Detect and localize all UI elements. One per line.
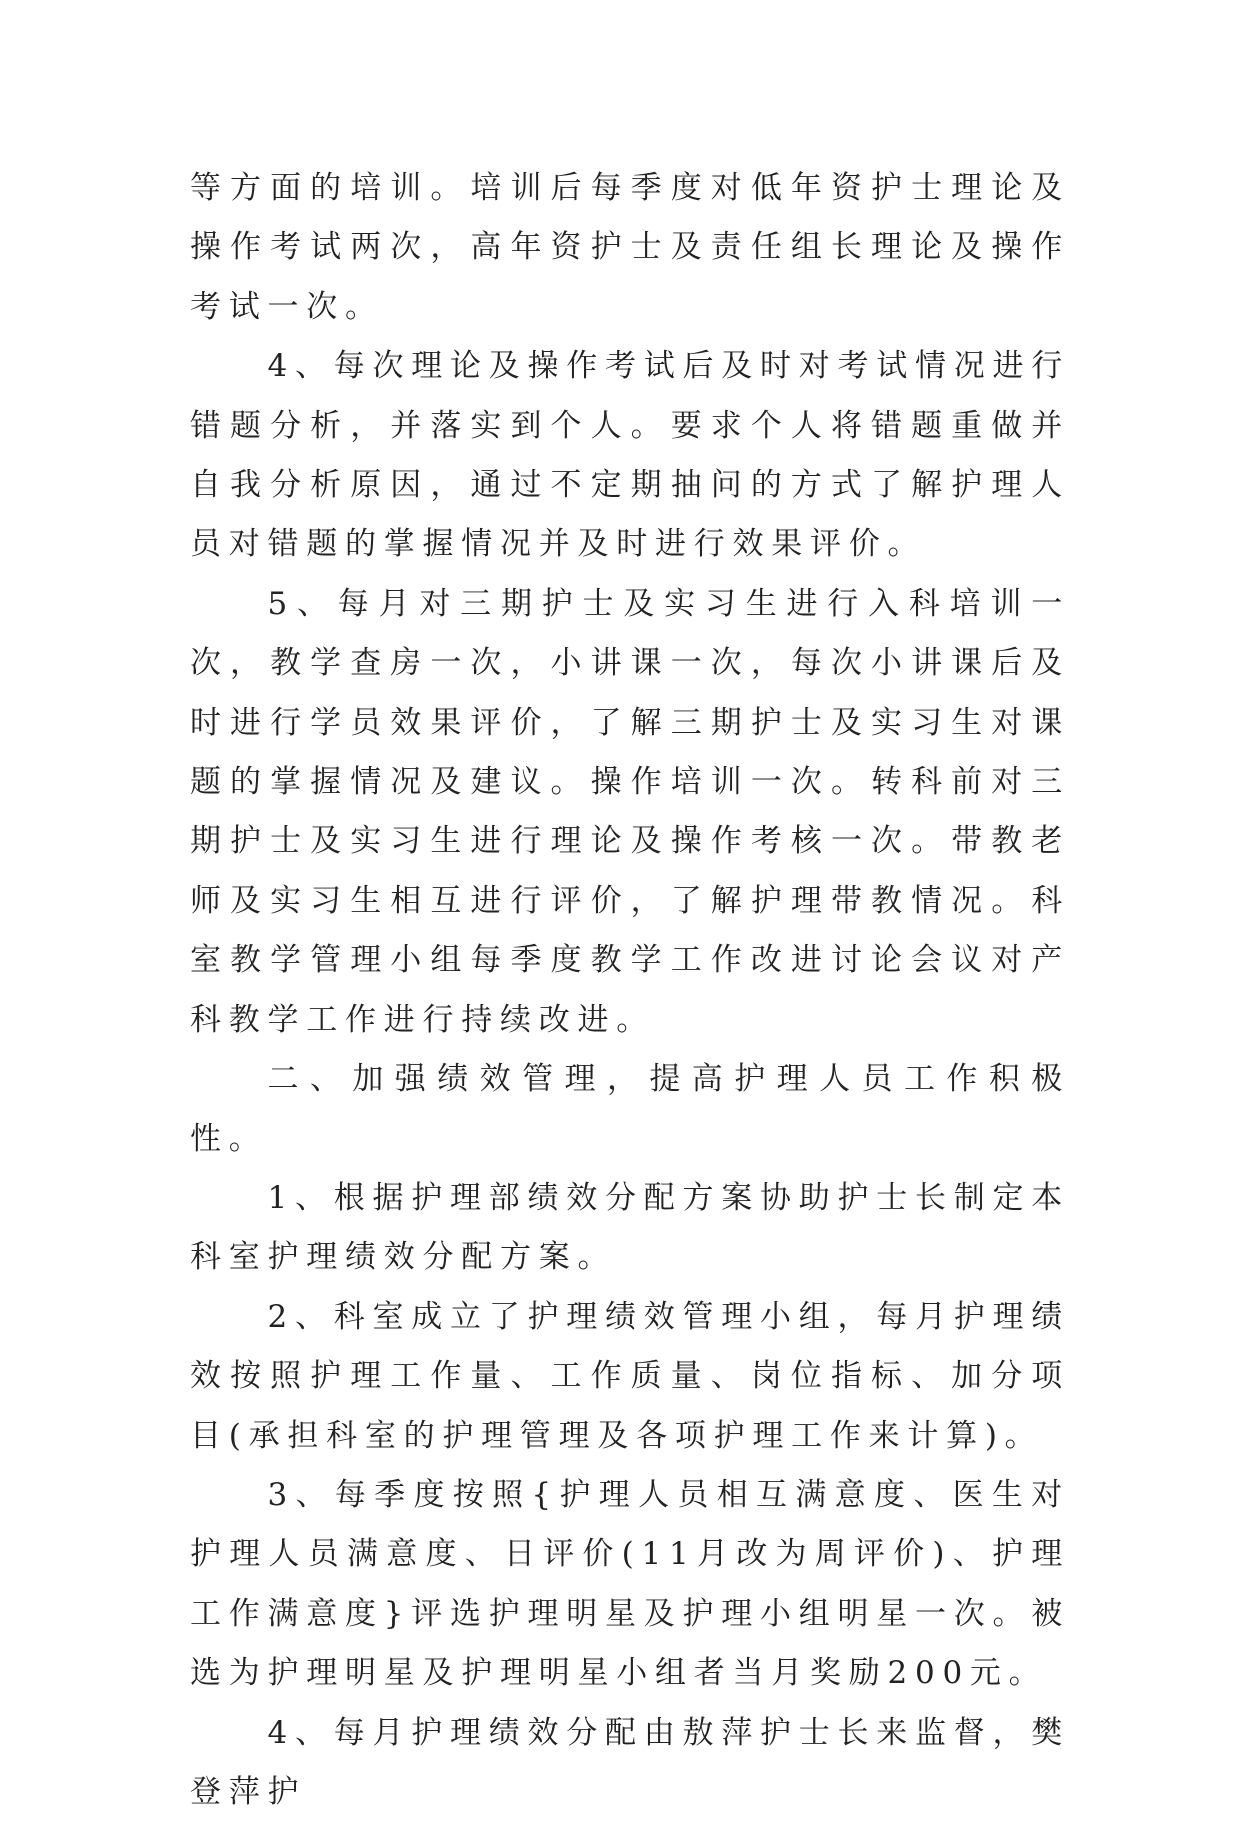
section-heading-performance-management: 二、加强绩效管理，提高护理人员工作积极性。 xyxy=(190,1061,1070,1157)
paragraph-item-5-intern-training: 5、每月对三期护士及实习生进行入科培训一次，教学查房一次，小讲课一次，每次小讲课后及时进行学员效果评价，了解三期护士及实习生对课题的掌握情况及建议。操作培训一次。转科前对三期护士及实习生进行理论及操作考核一次。带教老师及实习生相互进行评价，了解护理带教情况。科室教学管理小组每季度教学工作改进讨论会议对产科教学工作进行持续改进。 xyxy=(190,585,1070,1038)
paragraph-training-continued: 等方面的培训。培训后每季度对低年资护士理论及操作考试两次，高年资护士及责任组长理论及操作考试一次。 xyxy=(190,170,1070,325)
paragraph-item-1-distribution-plan: 1、根据护理部绩效分配方案协助护士长制定本科室护理绩效分配方案。 xyxy=(190,1179,1070,1276)
body-text xyxy=(190,159,1070,1822)
paragraph-item-4-supervision: 4、每月护理绩效分配由敖萍护士长来监督，樊登萍护 xyxy=(190,1714,1070,1810)
paragraph-item-4-error-analysis: 4、每次理论及操作考试后及时对考试情况进行错题分析，并落实到个人。要求个人将错题重做并自我分析原因，通过不定期抽问的方式了解护理人员对错题的掌握情况并及时进行效果评价。 xyxy=(190,348,1070,563)
paragraph-item-2-performance-group: 2、科室成立了护理绩效管理小组，每月护理绩效按照护理工作量、工作质量、岗位指标、加分项目(承担科室的护理管理及各项护理工作来计算)。 xyxy=(190,1298,1070,1454)
paragraph-item-3-nursing-star: 3、每季度按照{护理人员相互满意度、医生对护理人员满意度、日评价(11月改为周评价)、护理工作满意度}评选护理明星及护理小组明星一次。被选为护理明星及护理明星小组者当月奖励200元。 xyxy=(190,1476,1070,1692)
